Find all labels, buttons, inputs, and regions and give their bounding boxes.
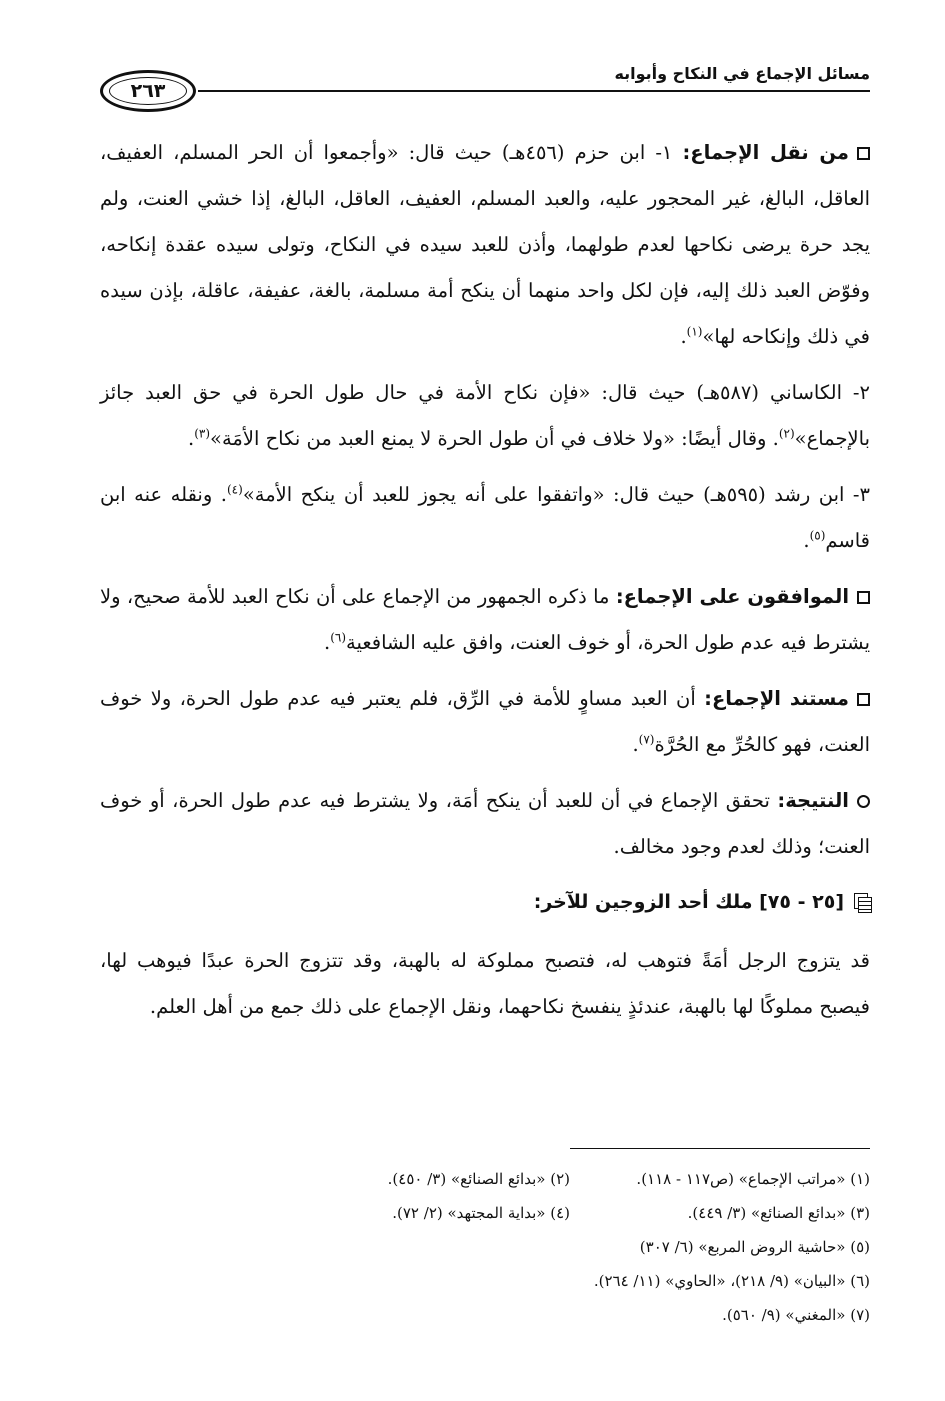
footnote-row	[100, 1264, 870, 1298]
text-kasani-b: . وقال أيضًا: «ولا خلاف في أن طول الحرة لا يمنع العبد من نكاح الأمَة»	[210, 427, 779, 450]
footnote-ref-7: (٧)	[638, 732, 655, 747]
footnote-2: (٢) «بدائع الصنائع» (٣/ ٤٥٠).	[387, 1170, 570, 1188]
footnote-4: (٤) «بداية المجتهد» (٢/ ٧٢).	[392, 1204, 570, 1222]
circle-bullet-icon	[857, 795, 870, 808]
text-basis: أن العبد مساوٍ للأمة في الرِّق، فلم يعتبر فيه عدم طول الحرة، ولا خوف العنت، فهو كالحُرِّ مع الحُرَّة	[100, 687, 870, 756]
square-bullet-icon	[857, 147, 870, 160]
footnote-ref-1: (١)	[686, 324, 703, 339]
paragraph-transmitters: من نقل الإجماع: ١- ابن حزم (٤٥٦هـ) حيث قال: «وأجمعوا أن الحر المسلم، العفيف، العاقل، البالغ، غير المحجور عليه، والعبد المسلم، العفيف، العاقل، البالغ، إذا خشي العنت، ولم يجد حرة يرضى نكاحها لعدم طولهما، وأذن للعبد سيده في النكاح، وتولى سيده عقدة إنكاحه، وفوّض العبد ذلك إليه، فإن لكل واحد منهما أن ينكح أمة مسلمة، بالغة، عفيفة، عاقلة، بإذن سيده في ذلك وإنكاحه لها»$^{(١)}$.	[100, 141, 870, 348]
text-result: تحقق الإجماع في أن للعبد أن ينكح أمَة، ولا يشترط فيه عدم طول الحرة، أو خوف العنت؛ وذلك لعدم وجود مخالف.	[100, 789, 870, 858]
section-heading	[100, 882, 870, 922]
footnote-ref-6: (٦)	[330, 630, 347, 645]
square-bullet-icon	[857, 693, 870, 706]
paragraph-basis: مستند الإجماع: أن العبد مساوٍ للأمة في الرِّق، فلم يعتبر فيه عدم طول الحرة، ولا خوف العنت، فهو كالحُرِّ مع الحُرَّة$^{(٧)}$.	[100, 687, 870, 756]
footnote-1: (١) «مراتب الإجماع» (ص١١٧ - ١١٨).	[636, 1170, 870, 1188]
document-icon	[854, 893, 870, 911]
paragraph-kasani: ٢- الكاساني (٥٨٧هـ) حيث قال: «فإن نكاح الأمة في حال طول الحرة في حق العبد جائز بالإجماع»$^{(٢)}$. وقال أيضًا: «ولا خلاف في أن طول الحرة لا يمنع العبد من نكاح الأمَة»$^{(٣)}$.	[100, 381, 870, 450]
footnote-ref-4: (٤)	[226, 482, 243, 497]
footnote-row	[100, 1298, 870, 1332]
footnote-6: (٦) «البيان» (٩/ ٢١٨)، «الحاوي» (١١/ ٢٦٤).	[593, 1272, 870, 1290]
label-agreeing: الموافقون على الإجماع:	[615, 585, 850, 608]
footnote-5: (٥) «حاشية الروض المربع» (٦/ ٣٠٧)	[639, 1238, 870, 1256]
text-ibn-rushd-b: . ونقله عنه ابن قاسم	[100, 483, 870, 552]
page-number: ٢٦٣	[130, 80, 166, 102]
running-title: مسائل الإجماع في النكاح وأبوابه	[614, 64, 870, 83]
page-header	[100, 58, 870, 112]
paragraph-result	[100, 778, 870, 870]
text-agreeing: ما ذكره الجمهور من الإجماع على أن نكاح العبد للأمة صحيح، ولا يشترط فيه عدم طول الحرة، أو خوف العنت، وافق عليه الشافعية	[100, 585, 870, 654]
main-text	[100, 130, 870, 1040]
paragraph-closing: قد يتزوج الرجل أمَةً فتوهب له، فتصبح مملوكة له بالهبة، وقد تتزوج الحرة عبدًا فيوهب لها، فيصبح مملوكًا لها بالهبة، عندئذٍ ينفسخ نكاحهما، ونقل الإجماع على ذلك جمع من أهل العلم.	[100, 949, 870, 1018]
header-rule	[198, 90, 870, 92]
section-heading-text: [٢٥ - ٧٥] ملك أحد الزوجين للآخر:	[533, 891, 844, 913]
paragraph-ibn-rushd: ٣- ابن رشد (٥٩٥هـ) حيث قال: «واتفقوا على أنه يجوز للعبد أن ينكح الأمة»$^{(٤)}$. ونقله عنه ابن قاسم$^{(٥)}$.	[100, 482, 871, 552]
footnote-rule	[570, 1148, 870, 1149]
square-bullet-icon	[857, 591, 870, 604]
page-number-frame	[100, 70, 196, 112]
footnote-row	[100, 1230, 870, 1264]
label-result: النتيجة:	[777, 789, 849, 812]
text-kasani-a: ٢- الكاساني (٥٨٧هـ) حيث قال: «فإن نكاح الأمة في حال طول الحرة في حق العبد جائز بالإجماع»	[100, 381, 870, 450]
footnote-ref-5: (٥)	[809, 528, 826, 543]
footnote-ref-2: (٢)	[778, 426, 795, 441]
paragraph-agreeing: الموافقون على الإجماع: ما ذكره الجمهور من الإجماع على أن نكاح العبد للأمة صحيح، ولا يشترط فيه عدم طول الحرة، أو خوف العنت، وافق عليه الشافعية$^{(٦)}$.	[100, 585, 870, 654]
footnote-row	[100, 1162, 870, 1196]
label-basis: مستند الإجماع:	[704, 687, 850, 710]
footnote-list	[100, 1162, 870, 1332]
footnote-7: (٧) «المغني» (٩/ ٥٦٠).	[722, 1306, 870, 1324]
label-transmitters: من نقل الإجماع:	[682, 141, 850, 164]
text-ibn-hazm: ١- ابن حزم (٤٥٦هـ) حيث قال: «وأجمعوا أن الحر المسلم، العفيف، العاقل، البالغ، غير المحجور عليه، والعبد المسلم، العفيف، العاقل، البالغ، إذا خشي العنت، ولم يجد حرة يرضى نكاحها لعدم طولهما، وأذن للعبد سيده في النكاح، وتولى سيده عقدة إنكاحه، وفوّض العبد ذلك إليه، فإن لكل واحد منهما أن ينكح أمة مسلمة، بالغة، عفيفة، عاقلة، بإذن سيده في ذلك وإنكاحه لها»	[100, 141, 870, 348]
footnote-row	[100, 1196, 870, 1230]
footnote-3: (٣) «بدائع الصنائع» (٣/ ٤٤٩).	[687, 1204, 870, 1222]
footnote-ref-3: (٣)	[194, 426, 211, 441]
text-ibn-rushd-a: ٣- ابن رشد (٥٩٥هـ) حيث قال: «واتفقوا على أنه يجوز للعبد أن ينكح الأمة»	[242, 483, 871, 506]
